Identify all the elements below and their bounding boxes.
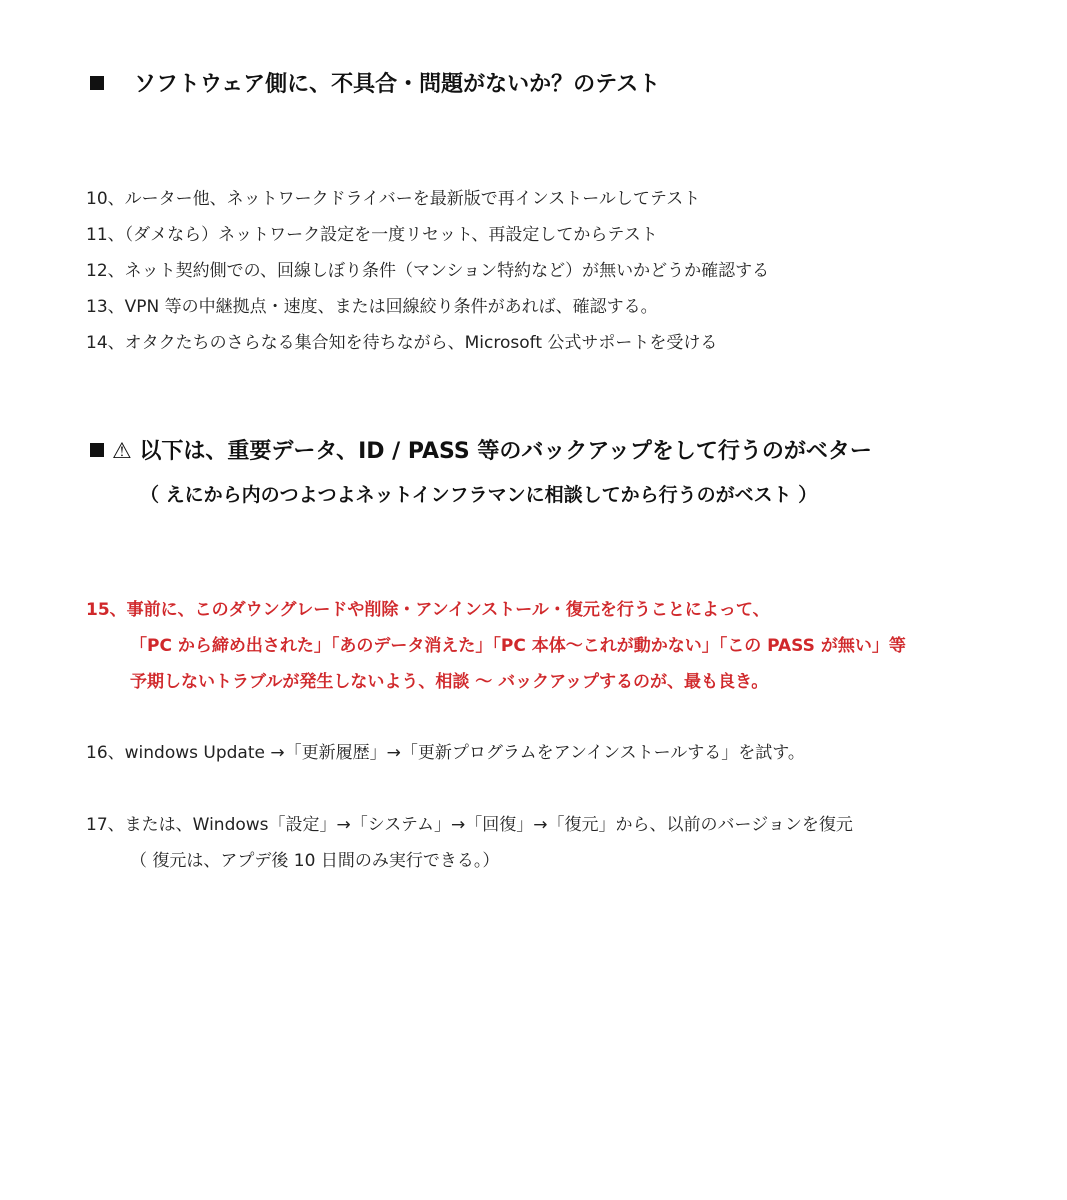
warning-line: 「PC から締め出された」「あのデータ消えた」「PC 本体〜これが動かない」「この PASS が無い」等 xyxy=(130,636,906,656)
section1-list xyxy=(86,181,769,361)
section1-title: ソフトウェア側に、不具合・問題がないか？のテスト xyxy=(134,72,661,97)
list-item: 11、（ダメなら）ネットワーク設定を一度リセット、再設定してからテスト xyxy=(86,225,658,245)
item-17-line2: （ 復元は、アプデ後 10 日間のみ実行できる。） xyxy=(130,851,500,871)
section2-subtitle: （ えにから内のつよつよネットインフラマンに相談してから行うのがベスト ） xyxy=(140,484,818,506)
list-item: 14、オタクたちのさらなる集合知を待ちながら、Microsoft 公式サポートを受ける xyxy=(86,333,718,353)
item-17 xyxy=(86,810,853,876)
item-17-line1: 17、または、Windows「設定」→「システム」→「回復」→「復元」から、以前のバージョンを復元 xyxy=(86,815,853,835)
item-16: 16、windows Update →「更新履歴」→「更新プログラムをアンインストールする」を試す。 xyxy=(86,743,805,763)
warning-block xyxy=(86,592,906,700)
warning-line: 15、事前に、このダウングレードや削除・アンインストール・復元を行うことによって、 xyxy=(86,600,770,620)
section2-title: ⚠ 以下は、重要データ、ID / PASS 等のバックアップをして行うのがベター xyxy=(112,439,872,464)
square-bullet-icon xyxy=(90,443,104,457)
list-item: 13、VPN 等の中継拠点・速度、または回線絞り条件があれば、確認する。 xyxy=(86,297,658,317)
section1-heading xyxy=(90,70,660,100)
warning-line: 予期しないトラブルが発生しないよう、相談 〜 バックアップするのが、最も良き。 xyxy=(130,672,769,692)
list-item: 10、ルーター他、ネットワークドライバーを最新版で再インストールしてテスト xyxy=(86,189,701,209)
list-item: 12、ネット契約側での、回線しぼり条件（マンション特約など）が無いかどうか確認する xyxy=(86,261,770,281)
section2-heading xyxy=(90,437,872,467)
square-bullet-icon xyxy=(90,76,104,90)
